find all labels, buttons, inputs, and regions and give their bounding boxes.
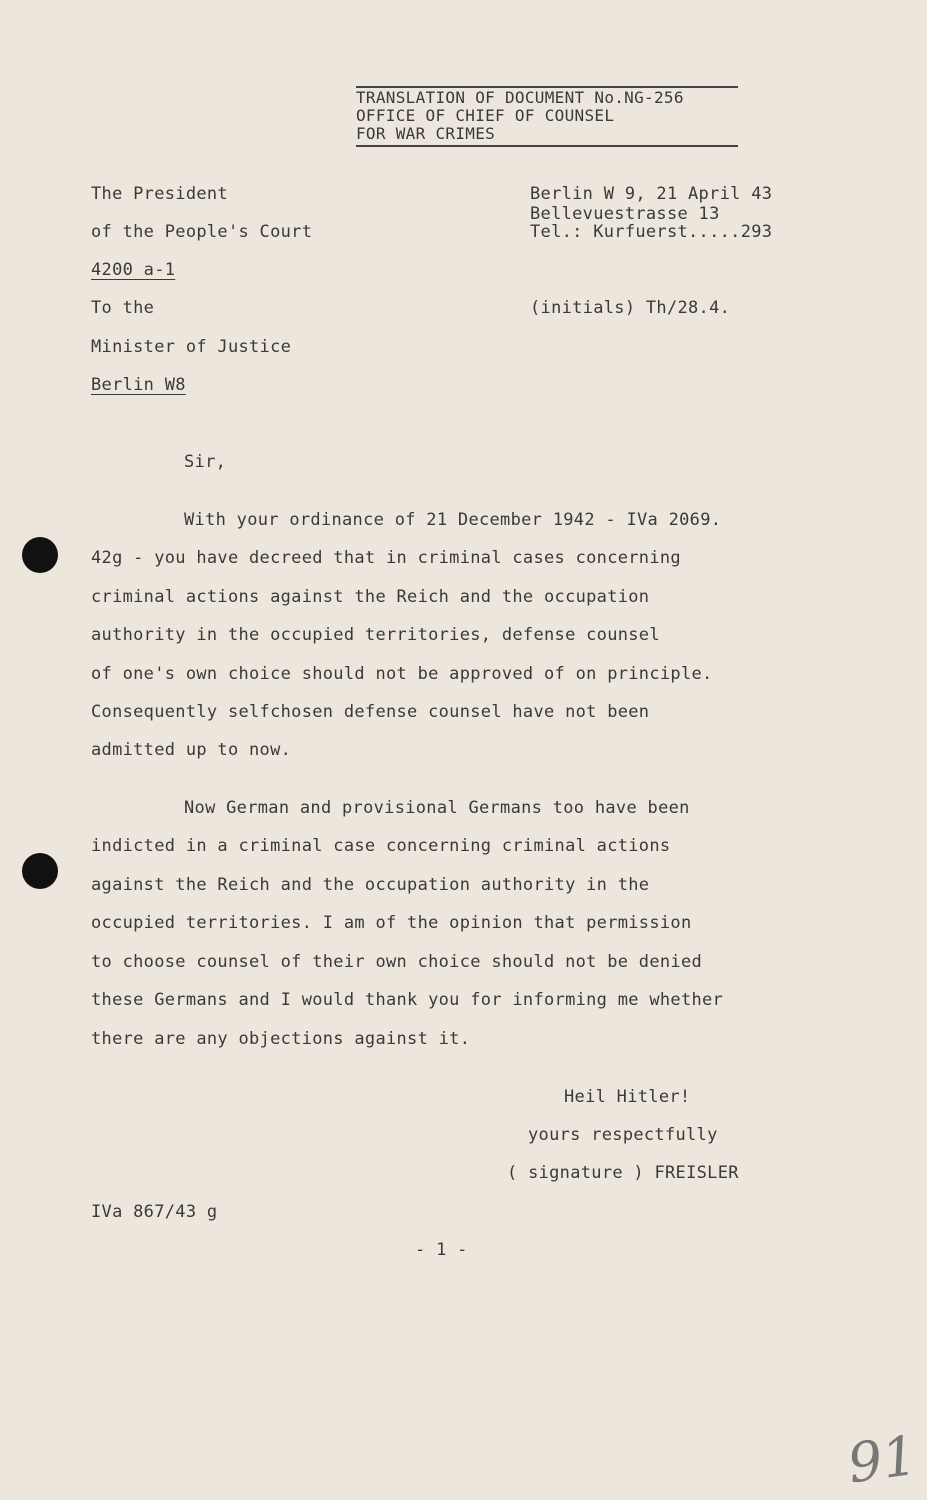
- address-line-3: Tel.: Kurfuerst.....293: [530, 222, 773, 242]
- paragraph2-line: there are any objections against it.: [91, 1029, 471, 1049]
- header-line-3: FOR WAR CRIMES: [356, 124, 496, 143]
- recipient-line-3: Berlin W8: [91, 375, 186, 395]
- page-number: - 1 -: [415, 1240, 468, 1260]
- paragraph1-line: 42g - you have decreed that in criminal cases concerning: [91, 548, 681, 568]
- paragraph2-line: indicted in a criminal case concerning criminal actions: [91, 836, 671, 856]
- salutation: Sir,: [184, 452, 227, 472]
- paragraph1-line: of one's own choice should not be approved of on principle.: [91, 664, 713, 684]
- paragraph2-line: to choose counsel of their own choice should not be denied: [91, 952, 703, 972]
- sender-line-2: of the People's Court: [91, 222, 313, 242]
- recipient-line-1: To the: [91, 298, 155, 318]
- punch-hole-icon: [22, 853, 58, 889]
- closing-line-2: yours respectfully: [528, 1125, 718, 1145]
- paragraph1-line: Consequently selfchosen defense counsel have not been: [91, 702, 650, 722]
- closing-signature: ( signature ) FREISLER: [507, 1163, 739, 1183]
- paragraph2-line: against the Reich and the occupation authority in the: [91, 875, 650, 895]
- paragraph2-line: these Germans and I would thank you for informing me whether: [91, 990, 724, 1010]
- paragraph1-line: admitted up to now.: [91, 740, 292, 760]
- paragraph1-line: authority in the occupied territories, defense counsel: [91, 625, 660, 645]
- address-line-1: Berlin W 9, 21 April 43: [530, 184, 773, 204]
- header-line-1: TRANSLATION OF DOCUMENT No.NG-256: [356, 88, 684, 107]
- header-bottom-rule: [356, 145, 738, 147]
- address-line-2: Bellevuestrasse 13: [530, 204, 720, 224]
- paragraph2-line: Now German and provisional Germans too have been: [184, 798, 690, 818]
- paragraph1-line: criminal actions against the Reich and the occupation: [91, 587, 650, 607]
- punch-hole-icon: [22, 537, 58, 573]
- paragraph2-line: occupied territories. I am of the opinion that permission: [91, 913, 692, 933]
- file-reference: IVa 867/43 g: [91, 1202, 218, 1222]
- pencil-page-mark: 91: [843, 1423, 921, 1496]
- sender-line-1: The President: [91, 184, 228, 204]
- sender-reference: 4200 a-1: [91, 260, 176, 280]
- initials: (initials) Th/28.4.: [530, 298, 731, 318]
- header-line-2: OFFICE OF CHIEF OF COUNSEL: [356, 106, 615, 125]
- recipient-line-2: Minister of Justice: [91, 337, 292, 357]
- paragraph1-line: With your ordinance of 21 December 1942 - IVa 2069.: [184, 510, 722, 530]
- closing-line-1: Heil Hitler!: [564, 1087, 691, 1107]
